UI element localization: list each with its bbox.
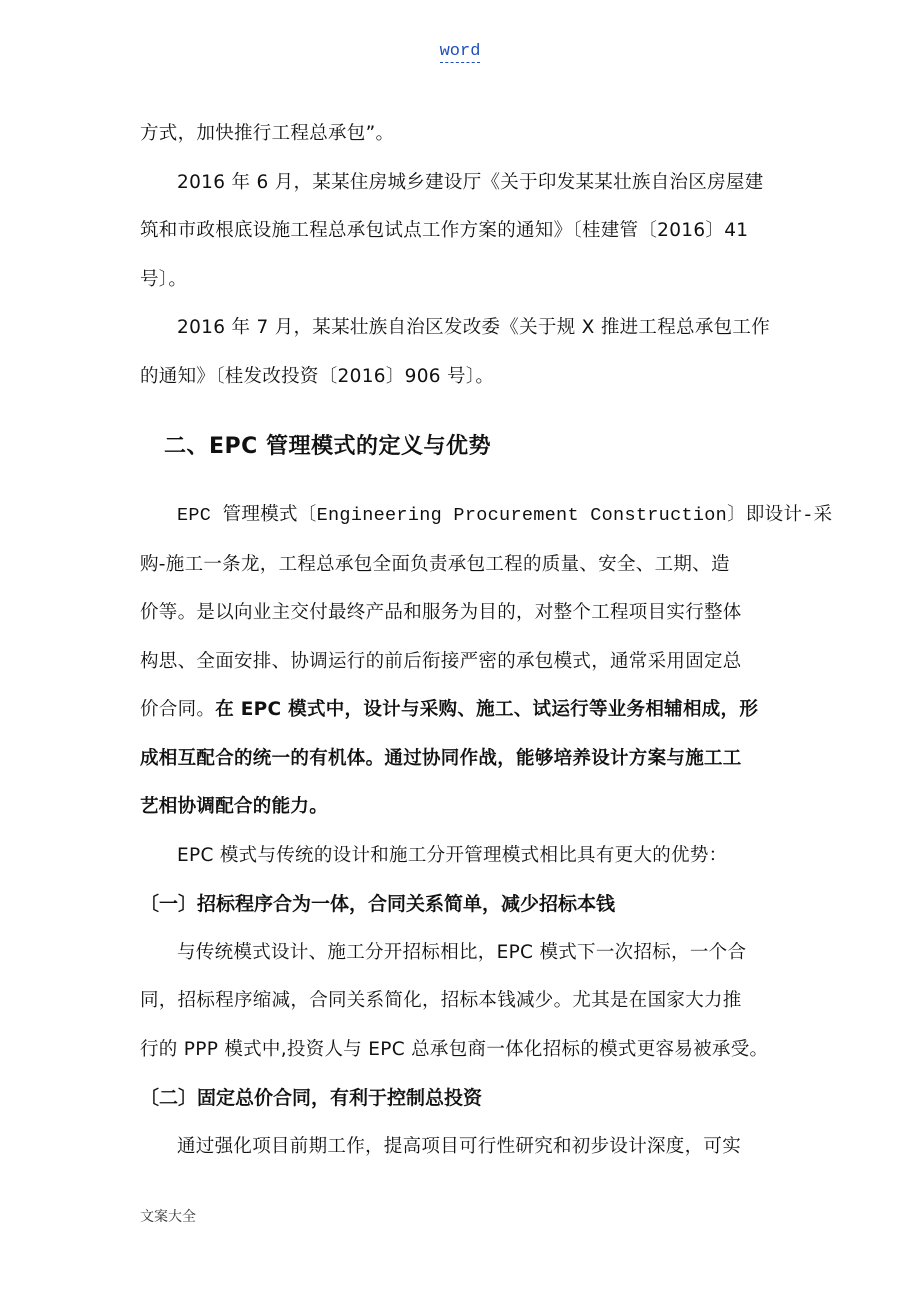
subsection-heading-1: 〔一〕招标程序合为一体，合同关系简单，减少招标本钱 (140, 893, 616, 915)
paragraph-line (140, 686, 785, 735)
paragraph-line: EPC 模式与传统的设计和施工分开管理模式相比具有更大的优势： (177, 844, 728, 866)
paragraph-line: 同，招标程序缩减，合同关系简化，招标本钱减少。尤其是在国家大力推 (140, 990, 742, 1011)
paragraph-line: 2016 年 7 月，某某壮族自治区发改委《关于规 X 推进工程总承包工作 (177, 317, 771, 338)
paragraph-line: 价等。是以向业主交付最终产品和服务为目的，对整个工程项目实行整体 (140, 602, 742, 623)
paragraph-line: 方式，加快推行工程总承包”。 (140, 123, 395, 144)
paragraph-line: 构思、全面安排、协调运行的前后衔接严密的承包模式，通常采用固定总 (140, 650, 742, 672)
paragraph-line-bold: 成相互配合的统一的有机体。通过协同作战，能够培养设计方案与施工工 (140, 747, 742, 769)
document-body (140, 110, 833, 1171)
paragraph-text: 价合同。 (140, 699, 216, 720)
paragraph-line (140, 491, 833, 541)
paragraph-line-bold: 艺相协调配合的能力。 (140, 796, 329, 817)
paragraph-line: 行的 PPP 模式中,投资人与 EPC 总承包商一体化招标的模式更容易被承受。 (140, 1038, 769, 1060)
paragraph-line: 号〕。 (140, 268, 188, 290)
paragraph-line: 与传统模式设计、施工分开招标相比，EPC 模式下一次招标，一个合 (177, 941, 747, 963)
paragraph-line: 筑和市政根底设施工程总承包试点工作方案的通知》〔桂建管〔2016〕41 (140, 220, 749, 241)
page-header (0, 40, 920, 64)
paragraph-line: 的通知》〔桂发改投资〔2016〕906 号〕。 (140, 365, 495, 387)
subsection-heading-2: 〔二〕固定总价合同，有利于控制总投资 (140, 1087, 483, 1109)
page-footer: 文案大全 (140, 1209, 196, 1225)
header-word-link[interactable]: word (439, 42, 481, 61)
bold-text: 在 EPC 模式中，设计与采购、施工、试运行等业务相辅相成，形 (215, 699, 759, 720)
paragraph-line: 购-施工一条龙，工程总承包全面负责承包工程的质量、安全、工期、造 (140, 553, 730, 575)
paragraph-text: EPC 管理模式〔Engineering Procurement Construction〕即设计-采 (177, 505, 833, 526)
paragraph-line: 通过强化项目前期工作，提高项目可行性研究和初步设计深度，可实 (177, 1135, 742, 1157)
paragraph-line: 2016 年 6 月，某某住房城乡建设厅《关于印发某某壮族自治区房屋建 (177, 171, 764, 193)
section-heading-epc: 二、EPC 管理模式的定义与优势 (164, 434, 491, 459)
